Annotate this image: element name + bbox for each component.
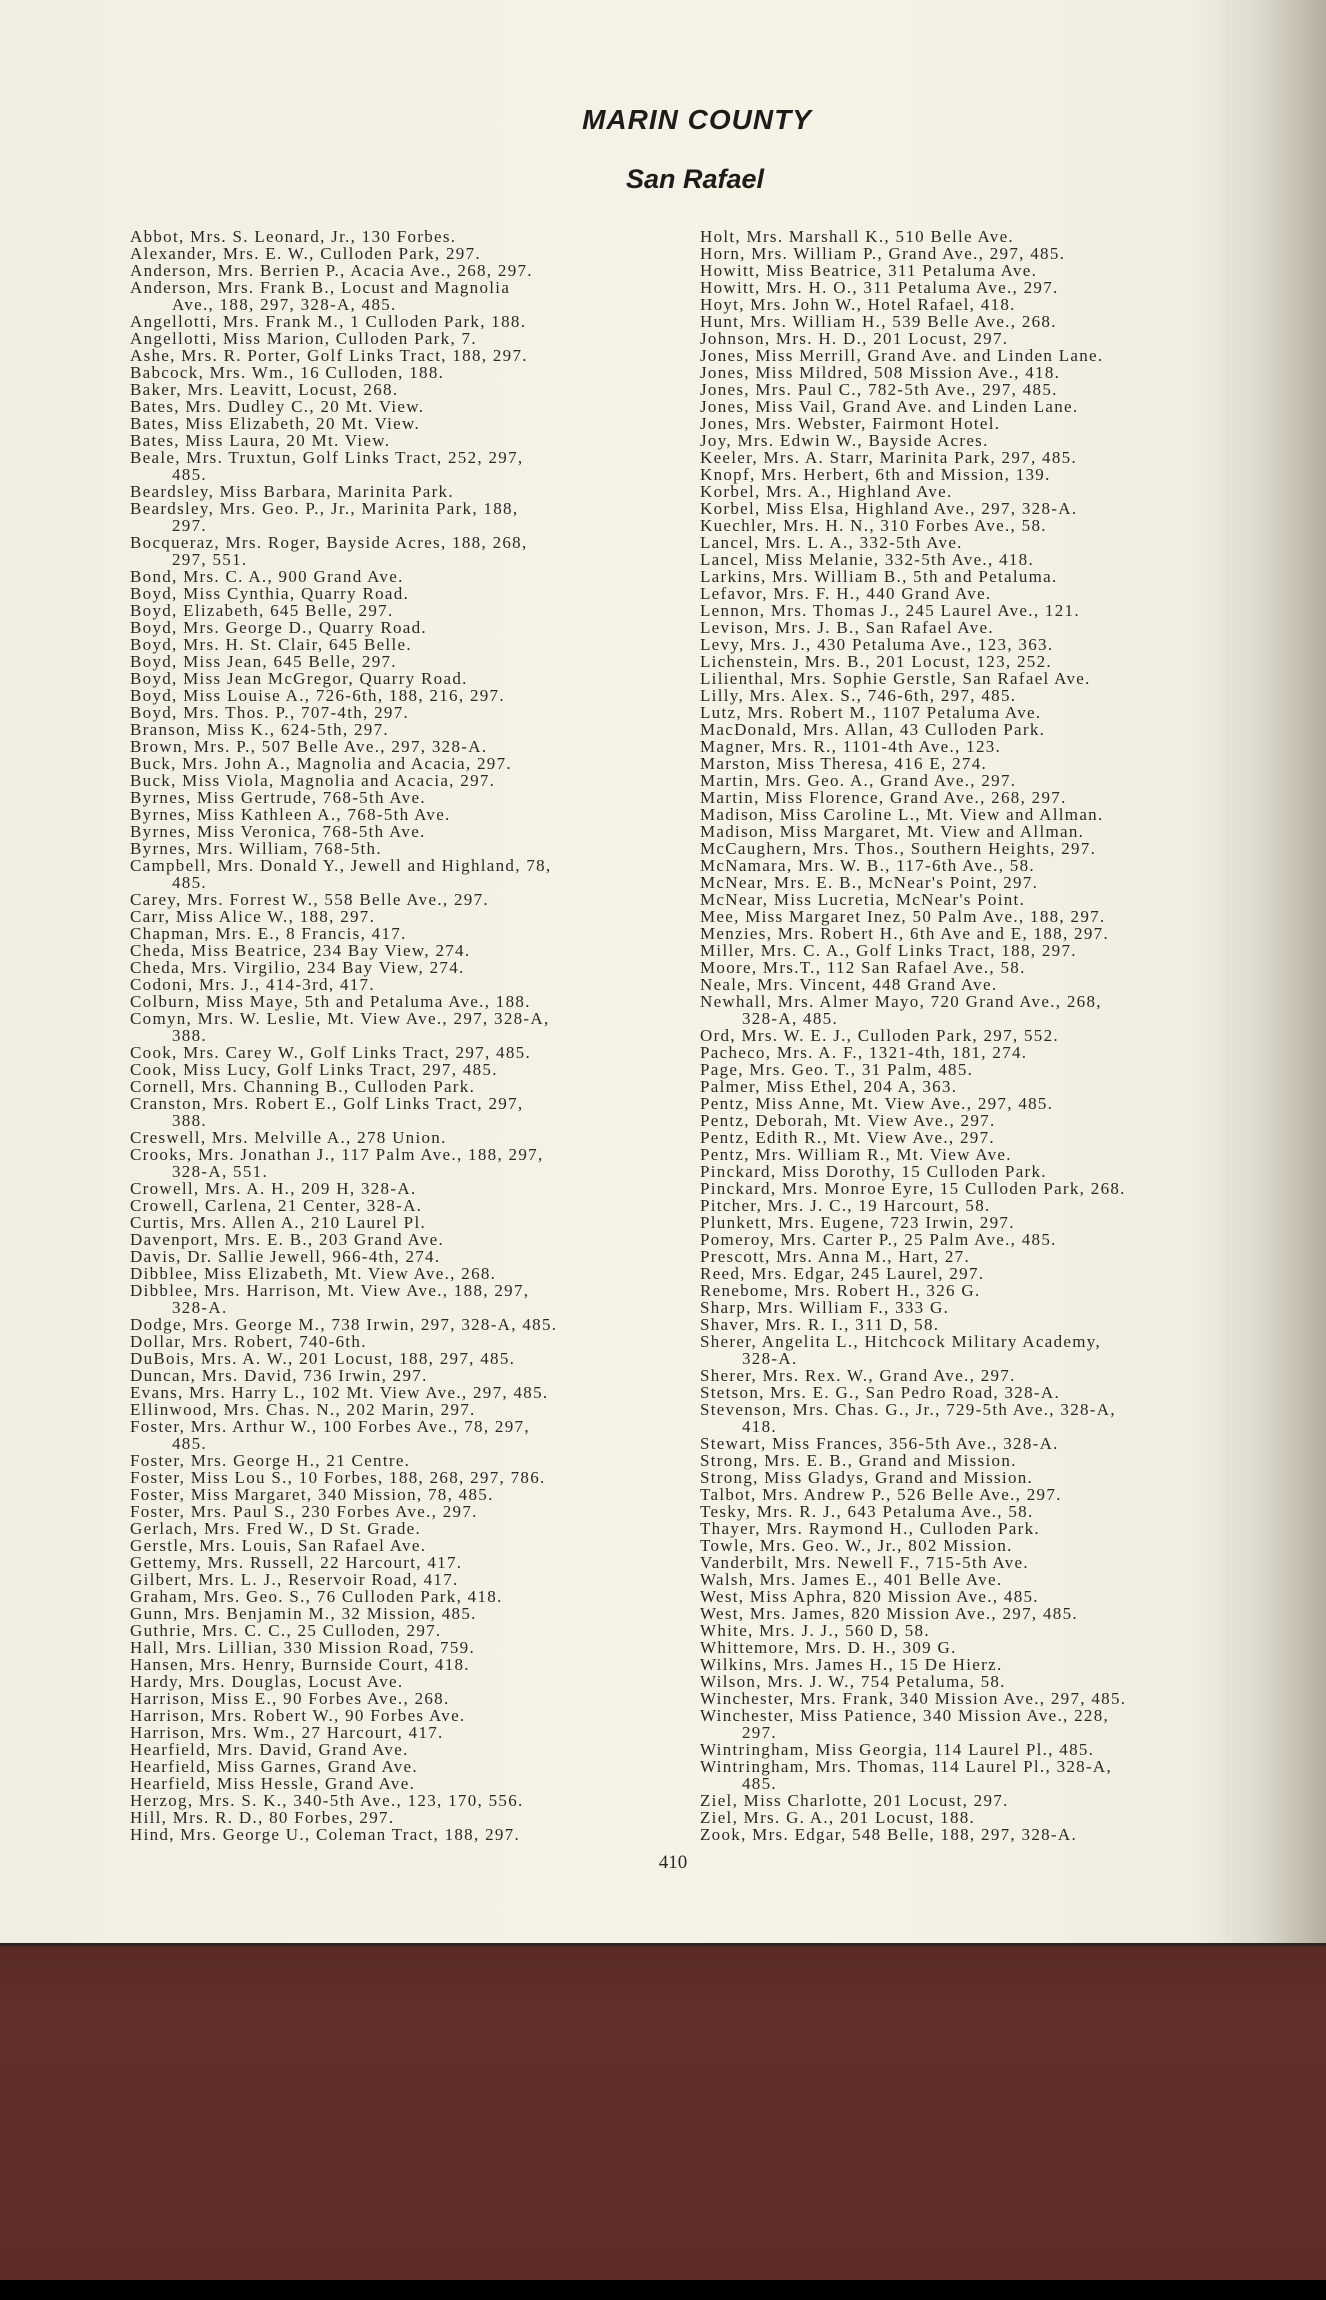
entry-first-line: Newhall, Mrs. Almer Mayo, 720 Grand Ave., 268, bbox=[700, 992, 1102, 1011]
directory-entry: Pacheco, Mrs. A. F., 1321-4th, 181, 274. bbox=[700, 1043, 1028, 1062]
directory-entry: Martin, Mrs. Geo. A., Grand Ave., 297. bbox=[700, 771, 1017, 790]
directory-entry: Crowell, Carlena, 21 Center, 328-A. bbox=[130, 1196, 423, 1215]
directory-entry: Howitt, Miss Beatrice, 311 Petaluma Ave. bbox=[700, 261, 1038, 280]
directory-entry: Anderson, Mrs. Berrien P., Acacia Ave., 268, 297. bbox=[130, 261, 533, 280]
directory-entry: Lutz, Mrs. Robert M., 1107 Petaluma Ave. bbox=[700, 703, 1042, 722]
directory-entry: Gettemy, Mrs. Russell, 22 Harcourt, 417. bbox=[130, 1553, 463, 1572]
entry-continuation-line: 297, 551. bbox=[172, 550, 248, 569]
directory-entry bbox=[700, 1401, 1126, 1435]
directory-entry: McNear, Miss Lucretia, McNear's Point. bbox=[700, 890, 1026, 909]
directory-entry: Stetson, Mrs. E. G., San Pedro Road, 328-A. bbox=[700, 1383, 1060, 1402]
directory-entry: Pinckard, Miss Dorothy, 15 Culloden Park. bbox=[700, 1162, 1047, 1181]
directory-entry: Pentz, Deborah, Mt. View Ave., 297. bbox=[700, 1111, 996, 1130]
entry-continuation-line: Ave., 188, 297, 328-A, 485. bbox=[172, 295, 397, 314]
directory-entry: Madison, Miss Margaret, Mt. View and Allman. bbox=[700, 822, 1085, 841]
directory-entry: Hardy, Mrs. Douglas, Locust Ave. bbox=[130, 1672, 404, 1691]
directory-entry: Mee, Miss Margaret Inez, 50 Palm Ave., 188, 297. bbox=[700, 907, 1106, 926]
directory-entry: Angellotti, Mrs. Frank M., 1 Culloden Park, 188. bbox=[130, 312, 527, 331]
directory-entry: Crowell, Mrs. A. H., 209 H, 328-A. bbox=[130, 1179, 417, 1198]
directory-entry: Vanderbilt, Mrs. Newell F., 715-5th Ave. bbox=[700, 1553, 1029, 1572]
entry-first-line: Campbell, Mrs. Donald Y., Jewell and Highland, 78, bbox=[130, 856, 552, 875]
directory-entry: Prescott, Mrs. Anna M., Hart, 27. bbox=[700, 1247, 971, 1266]
directory-entry: Holt, Mrs. Marshall K., 510 Belle Ave. bbox=[700, 227, 1014, 246]
directory-entry: Strong, Mrs. E. B., Grand and Mission. bbox=[700, 1451, 1017, 1470]
directory-entry bbox=[130, 1146, 557, 1180]
directory-entry: DuBois, Mrs. A. W., 201 Locust, 188, 297, 485. bbox=[130, 1349, 516, 1368]
directory-entry: Whittemore, Mrs. D. H., 309 G. bbox=[700, 1638, 957, 1657]
directory-entry: McNamara, Mrs. W. B., 117-6th Ave., 58. bbox=[700, 856, 1035, 875]
directory-entry: Stewart, Miss Frances, 356-5th Ave., 328-A. bbox=[700, 1434, 1059, 1453]
directory-entry: Gunn, Mrs. Benjamin M., 32 Mission, 485. bbox=[130, 1604, 477, 1623]
directory-entry: Lennon, Mrs. Thomas J., 245 Laurel Ave., 121. bbox=[700, 601, 1080, 620]
directory-entry: Korbel, Mrs. A., Highland Ave. bbox=[700, 482, 953, 501]
directory-entry: Cornell, Mrs. Channing B., Culloden Park. bbox=[130, 1077, 476, 1096]
directory-entry: Levison, Mrs. J. B., San Rafael Ave. bbox=[700, 618, 994, 637]
entry-first-line: Dibblee, Mrs. Harrison, Mt. View Ave., 188, 297, bbox=[130, 1281, 530, 1300]
directory-entry: Palmer, Miss Ethel, 204 A, 363. bbox=[700, 1077, 958, 1096]
directory-entry: Keeler, Mrs. A. Starr, Marinita Park, 297, 485. bbox=[700, 448, 1078, 467]
directory-entry: Page, Mrs. Geo. T., 31 Palm, 485. bbox=[700, 1060, 974, 1079]
directory-entry: Bates, Miss Laura, 20 Mt. View. bbox=[130, 431, 391, 450]
directory-entry: Larkins, Mrs. William B., 5th and Petaluma. bbox=[700, 567, 1058, 586]
entry-first-line: Bocqueraz, Mrs. Roger, Bayside Acres, 188, 268, bbox=[130, 533, 528, 552]
directory-entry bbox=[700, 1707, 1126, 1741]
page-title: MARIN COUNTY bbox=[582, 104, 812, 135]
entry-continuation-line: 485. bbox=[172, 465, 207, 484]
directory-entry: Knopf, Mrs. Herbert, 6th and Mission, 139. bbox=[700, 465, 1051, 484]
directory-entry: Boyd, Miss Jean McGregor, Quarry Road. bbox=[130, 669, 468, 688]
directory-entry: Lichenstein, Mrs. B., 201 Locust, 123, 252. bbox=[700, 652, 1052, 671]
directory-entry: Branson, Miss K., 624-5th, 297. bbox=[130, 720, 389, 739]
entry-first-line: Stevenson, Mrs. Chas. G., Jr., 729-5th Ave., 328-A, bbox=[700, 1400, 1116, 1419]
directory-entry: Cook, Mrs. Carey W., Golf Links Tract, 297, 485. bbox=[130, 1043, 531, 1062]
directory-entry: Winchester, Mrs. Frank, 340 Mission Ave., 297, 485. bbox=[700, 1689, 1127, 1708]
directory-entry: Miller, Mrs. C. A., Golf Links Tract, 188, 297. bbox=[700, 941, 1077, 960]
directory-entry: Hearfield, Miss Hessle, Grand Ave. bbox=[130, 1774, 416, 1793]
directory-entry bbox=[130, 449, 557, 483]
directory-entry: McCaughern, Mrs. Thos., Southern Heights, 297. bbox=[700, 839, 1097, 858]
directory-entry: Codoni, Mrs. J., 414-3rd, 417. bbox=[130, 975, 375, 994]
entry-first-line: Comyn, Mrs. W. Leslie, Mt. View Ave., 297, 328-A, bbox=[130, 1009, 550, 1028]
directory-entry: Byrnes, Miss Gertrude, 768-5th Ave. bbox=[130, 788, 426, 807]
directory-entry bbox=[130, 500, 557, 534]
directory-entry: Lilienthal, Mrs. Sophie Gerstle, San Rafael Ave. bbox=[700, 669, 1091, 688]
directory-entry: Strong, Miss Gladys, Grand and Mission. bbox=[700, 1468, 1034, 1487]
directory-entry: Harrison, Mrs. Wm., 27 Harcourt, 417. bbox=[130, 1723, 444, 1742]
directory-entry: Reed, Mrs. Edgar, 245 Laurel, 297. bbox=[700, 1264, 985, 1283]
directory-entry: Menzies, Mrs. Robert H., 6th Ave and E, 188, 297. bbox=[700, 924, 1110, 943]
directory-entry: Cook, Miss Lucy, Golf Links Tract, 297, 485. bbox=[130, 1060, 498, 1079]
directory-entry: Foster, Mrs. George H., 21 Centre. bbox=[130, 1451, 411, 1470]
directory-entry: McNear, Mrs. E. B., McNear's Point, 297. bbox=[700, 873, 1039, 892]
directory-entry: Pitcher, Mrs. J. C., 19 Harcourt, 58. bbox=[700, 1196, 991, 1215]
directory-entry: Brown, Mrs. P., 507 Belle Ave., 297, 328-A. bbox=[130, 737, 488, 756]
entry-continuation-line: 418. bbox=[742, 1417, 777, 1436]
entry-first-line: Beale, Mrs. Truxtun, Golf Links Tract, 252, 297, bbox=[130, 448, 524, 467]
entry-continuation-line: 388. bbox=[172, 1026, 207, 1045]
directory-entry bbox=[700, 993, 1126, 1027]
directory-entry bbox=[130, 1095, 557, 1129]
directory-entry: Cheda, Mrs. Virgilio, 234 Bay View, 274. bbox=[130, 958, 465, 977]
directory-entry bbox=[130, 279, 557, 313]
directory-entry: Neale, Mrs. Vincent, 448 Grand Ave. bbox=[700, 975, 998, 994]
directory-entry: Foster, Mrs. Paul S., 230 Forbes Ave., 297. bbox=[130, 1502, 478, 1521]
directory-entry: Dibblee, Miss Elizabeth, Mt. View Ave., 268. bbox=[130, 1264, 497, 1283]
directory-entry: Graham, Mrs. Geo. S., 76 Culloden Park, 418. bbox=[130, 1587, 503, 1606]
directory-entry bbox=[130, 534, 557, 568]
directory-entry: Buck, Mrs. John A., Magnolia and Acacia, 297. bbox=[130, 754, 512, 773]
directory-entry: MacDonald, Mrs. Allan, 43 Culloden Park. bbox=[700, 720, 1046, 739]
directory-entry: Jones, Mrs. Webster, Fairmont Hotel. bbox=[700, 414, 1001, 433]
directory-entry: Madison, Miss Caroline L., Mt. View and Allman. bbox=[700, 805, 1104, 824]
directory-entry: Chapman, Mrs. E., 8 Francis, 417. bbox=[130, 924, 407, 943]
directory-entry: Hoyt, Mrs. John W., Hotel Rafael, 418. bbox=[700, 295, 1016, 314]
directory-entry: Johnson, Mrs. H. D., 201 Locust, 297. bbox=[700, 329, 1009, 348]
directory-entry: Magner, Mrs. R., 1101-4th Ave., 123. bbox=[700, 737, 1002, 756]
directory-entry bbox=[700, 1758, 1126, 1792]
directory-entry: Davenport, Mrs. E. B., 203 Grand Ave. bbox=[130, 1230, 445, 1249]
directory-entry: Ord, Mrs. W. E. J., Culloden Park, 297, 552. bbox=[700, 1026, 1059, 1045]
directory-entry: Harrison, Mrs. Robert W., 90 Forbes Ave. bbox=[130, 1706, 466, 1725]
page-number: 410 bbox=[658, 1852, 688, 1873]
directory-entry: Renebome, Mrs. Robert H., 326 G. bbox=[700, 1281, 981, 1300]
directory-entry: Boyd, Miss Jean, 645 Belle, 297. bbox=[130, 652, 397, 671]
directory-entry: Lefavor, Mrs. F. H., 440 Grand Ave. bbox=[700, 584, 992, 603]
directory-entry: Bates, Miss Elizabeth, 20 Mt. View. bbox=[130, 414, 421, 433]
directory-entry: Boyd, Elizabeth, 645 Belle, 297. bbox=[130, 601, 394, 620]
directory-entry: Lancel, Miss Melanie, 332-5th Ave., 418. bbox=[700, 550, 1035, 569]
directory-entry: Dollar, Mrs. Robert, 740-6th. bbox=[130, 1332, 367, 1351]
directory-entry: Lilly, Mrs. Alex. S., 746-6th, 297, 485. bbox=[700, 686, 1017, 705]
entry-continuation-line: 388. bbox=[172, 1111, 207, 1130]
directory-entry: Pomeroy, Mrs. Carter P., 25 Palm Ave., 485. bbox=[700, 1230, 1057, 1249]
entry-first-line: Wintringham, Mrs. Thomas, 114 Laurel Pl., 328-A, bbox=[700, 1757, 1113, 1776]
directory-entry: Cheda, Miss Beatrice, 234 Bay View, 274. bbox=[130, 941, 471, 960]
directory-entry: Wintringham, Miss Georgia, 114 Laurel Pl., 485. bbox=[700, 1740, 1095, 1759]
directory-entry bbox=[700, 1333, 1126, 1367]
directory-entry: Wilkins, Mrs. James H., 15 De Hierz. bbox=[700, 1655, 1003, 1674]
directory-entry: Jones, Miss Mildred, 508 Mission Ave., 418. bbox=[700, 363, 1061, 382]
directory-entry: Hearfield, Mrs. David, Grand Ave. bbox=[130, 1740, 409, 1759]
directory-entry: Bates, Mrs. Dudley C., 20 Mt. View. bbox=[130, 397, 425, 416]
directory-entry: Tesky, Mrs. R. J., 643 Petaluma Ave., 58. bbox=[700, 1502, 1034, 1521]
directory-entry: Foster, Miss Margaret, 340 Mission, 78, 485. bbox=[130, 1485, 494, 1504]
directory-entry: Hearfield, Miss Garnes, Grand Ave. bbox=[130, 1757, 418, 1776]
directory-entry: Carey, Mrs. Forrest W., 558 Belle Ave., 297. bbox=[130, 890, 489, 909]
entry-continuation-line: 328-A. bbox=[172, 1298, 228, 1317]
directory-entry: Kuechler, Mrs. H. N., 310 Forbes Ave., 58. bbox=[700, 516, 1047, 535]
entry-first-line: Anderson, Mrs. Frank B., Locust and Magnolia bbox=[130, 278, 511, 297]
directory-entry: Boyd, Miss Louise A., 726-6th, 188, 216, 297. bbox=[130, 686, 505, 705]
directory-entry: Byrnes, Miss Kathleen A., 768-5th Ave. bbox=[130, 805, 451, 824]
directory-entry: Horn, Mrs. William P., Grand Ave., 297, 485. bbox=[700, 244, 1066, 263]
directory-entry: Pentz, Edith R., Mt. View Ave., 297. bbox=[700, 1128, 995, 1147]
directory-entry: Gerlach, Mrs. Fred W., D St. Grade. bbox=[130, 1519, 422, 1538]
directory-entry: Sherer, Mrs. Rex. W., Grand Ave., 297. bbox=[700, 1366, 1016, 1385]
directory-entry: Byrnes, Miss Veronica, 768-5th Ave. bbox=[130, 822, 426, 841]
directory-entry: Boyd, Mrs. H. St. Clair, 645 Belle. bbox=[130, 635, 412, 654]
directory-entry: Wilson, Mrs. J. W., 754 Petaluma, 58. bbox=[700, 1672, 1006, 1691]
directory-entry: Carr, Miss Alice W., 188, 297. bbox=[130, 907, 376, 926]
directory-entry: Boyd, Miss Cynthia, Quarry Road. bbox=[130, 584, 410, 603]
directory-entry: Evans, Mrs. Harry L., 102 Mt. View Ave., 297, 485. bbox=[130, 1383, 549, 1402]
directory-entry: Talbot, Mrs. Andrew P., 526 Belle Ave., 297. bbox=[700, 1485, 1062, 1504]
directory-entry: Ellinwood, Mrs. Chas. N., 202 Marin, 297. bbox=[130, 1400, 476, 1419]
entry-continuation-line: 297. bbox=[172, 516, 207, 535]
entry-continuation-line: 485. bbox=[172, 1434, 207, 1453]
right-column bbox=[700, 228, 1126, 1843]
directory-entry: Curtis, Mrs. Allen A., 210 Laurel Pl. bbox=[130, 1213, 427, 1232]
entry-first-line: Winchester, Miss Patience, 340 Mission Ave., 228, bbox=[700, 1706, 1110, 1725]
directory-entry: Ashe, Mrs. R. Porter, Golf Links Tract, 188, 297. bbox=[130, 346, 528, 365]
directory-entry: Hall, Mrs. Lillian, 330 Mission Road, 759. bbox=[130, 1638, 476, 1657]
entry-first-line: Sherer, Angelita L., Hitchcock Military Academy, bbox=[700, 1332, 1101, 1351]
directory-entry: Gilbert, Mrs. L. J., Reservoir Road, 417. bbox=[130, 1570, 459, 1589]
directory-entry bbox=[130, 1418, 557, 1452]
directory-entry: Buck, Miss Viola, Magnolia and Acacia, 297. bbox=[130, 771, 496, 790]
directory-entry: Lancel, Mrs. L. A., 332-5th Ave. bbox=[700, 533, 963, 552]
directory-entry: Hill, Mrs. R. D., 80 Forbes, 297. bbox=[130, 1808, 395, 1827]
directory-entry: Byrnes, Mrs. William, 768-5th. bbox=[130, 839, 382, 858]
directory-entry: Colburn, Miss Maye, 5th and Petaluma Ave., 188. bbox=[130, 992, 531, 1011]
directory-entry bbox=[130, 1282, 557, 1316]
directory-entry: Hind, Mrs. George U., Coleman Tract, 188, 297. bbox=[130, 1825, 521, 1844]
directory-entry: Sharp, Mrs. William F., 333 G. bbox=[700, 1298, 950, 1317]
entry-continuation-line: 485. bbox=[172, 873, 207, 892]
entry-continuation-line: 485. bbox=[742, 1774, 777, 1793]
entry-first-line: Crooks, Mrs. Jonathan J., 117 Palm Ave., 188, 297, bbox=[130, 1145, 544, 1164]
entry-first-line: Foster, Mrs. Arthur W., 100 Forbes Ave., 78, 297, bbox=[130, 1417, 530, 1436]
directory-entry bbox=[130, 1010, 557, 1044]
entry-first-line: Cranston, Mrs. Robert E., Golf Links Tract, 297, bbox=[130, 1094, 524, 1113]
directory-entry: Baker, Mrs. Leavitt, Locust, 268. bbox=[130, 380, 399, 399]
directory-entry: Creswell, Mrs. Melville A., 278 Union. bbox=[130, 1128, 447, 1147]
directory-entry: Joy, Mrs. Edwin W., Bayside Acres. bbox=[700, 431, 989, 450]
directory-entry: Walsh, Mrs. James E., 401 Belle Ave. bbox=[700, 1570, 1003, 1589]
directory-entry: Gerstle, Mrs. Louis, San Rafael Ave. bbox=[130, 1536, 427, 1555]
directory-entry: Harrison, Miss E., 90 Forbes Ave., 268. bbox=[130, 1689, 450, 1708]
directory-entry: Dodge, Mrs. George M., 738 Irwin, 297, 328-A, 485. bbox=[130, 1315, 558, 1334]
entry-continuation-line: 328-A. bbox=[742, 1349, 798, 1368]
directory-entry: Alexander, Mrs. E. W., Culloden Park, 297. bbox=[130, 244, 481, 263]
section-title: San Rafael bbox=[625, 164, 765, 194]
directory-entry: Pinckard, Mrs. Monroe Eyre, 15 Culloden Park, 268. bbox=[700, 1179, 1126, 1198]
directory-entry bbox=[130, 857, 557, 891]
left-column bbox=[130, 228, 557, 1843]
directory-entry: Jones, Miss Merrill, Grand Ave. and Linden Lane. bbox=[700, 346, 1104, 365]
directory-entry: Martin, Miss Florence, Grand Ave., 268, 297. bbox=[700, 788, 1067, 807]
entry-continuation-line: 328-A, 551. bbox=[172, 1162, 268, 1181]
directory-entry: Hunt, Mrs. William H., 539 Belle Ave., 268. bbox=[700, 312, 1057, 331]
directory-entry: Beardsley, Miss Barbara, Marinita Park. bbox=[130, 482, 454, 501]
directory-entry: Shaver, Mrs. R. I., 311 D, 58. bbox=[700, 1315, 940, 1334]
directory-entry: Jones, Mrs. Paul C., 782-5th Ave., 297, 485. bbox=[700, 380, 1058, 399]
directory-entry: Ziel, Miss Charlotte, 201 Locust, 297. bbox=[700, 1791, 1009, 1810]
directory-entry: Foster, Miss Lou S., 10 Forbes, 188, 268, 297, 786. bbox=[130, 1468, 546, 1487]
directory-entry: Abbot, Mrs. S. Leonard, Jr., 130 Forbes. bbox=[130, 227, 457, 246]
directory-entry: Levy, Mrs. J., 430 Petaluma Ave., 123, 363. bbox=[700, 635, 1054, 654]
directory-entry: Korbel, Miss Elsa, Highland Ave., 297, 328-A. bbox=[700, 499, 1078, 518]
entry-continuation-line: 328-A, 485. bbox=[742, 1009, 838, 1028]
directory-entry: White, Mrs. J. J., 560 D, 58. bbox=[700, 1621, 930, 1640]
directory-entry: Howitt, Mrs. H. O., 311 Petaluma Ave., 297. bbox=[700, 278, 1059, 297]
entry-first-line: Beardsley, Mrs. Geo. P., Jr., Marinita Park, 188, bbox=[130, 499, 519, 518]
directory-entry: Hansen, Mrs. Henry, Burnside Court, 418. bbox=[130, 1655, 470, 1674]
directory-entry: Angellotti, Miss Marion, Culloden Park, 7. bbox=[130, 329, 477, 348]
directory-entry: Towle, Mrs. Geo. W., Jr., 802 Mission. bbox=[700, 1536, 1013, 1555]
book-cover-background bbox=[0, 1946, 1326, 2280]
directory-entry: Duncan, Mrs. David, 736 Irwin, 297. bbox=[130, 1366, 428, 1385]
directory-entry: Davis, Dr. Sallie Jewell, 966-4th, 274. bbox=[130, 1247, 441, 1266]
directory-entry: Bond, Mrs. C. A., 900 Grand Ave. bbox=[130, 567, 404, 586]
directory-entry: Herzog, Mrs. S. K., 340-5th Ave., 123, 170, 556. bbox=[130, 1791, 524, 1810]
entry-continuation-line: 297. bbox=[742, 1723, 777, 1742]
directory-entry: Zook, Mrs. Edgar, 548 Belle, 188, 297, 328-A. bbox=[700, 1825, 1078, 1844]
directory-entry: Moore, Mrs.T., 112 San Rafael Ave., 58. bbox=[700, 958, 1026, 977]
directory-entry: Boyd, Mrs. Thos. P., 707-4th, 297. bbox=[130, 703, 410, 722]
directory-entry: Plunkett, Mrs. Eugene, 723 Irwin, 297. bbox=[700, 1213, 1015, 1232]
directory-entry: Jones, Miss Vail, Grand Ave. and Linden Lane. bbox=[700, 397, 1079, 416]
directory-entry: Pentz, Mrs. William R., Mt. View Ave. bbox=[700, 1145, 1012, 1164]
directory-entry: Boyd, Mrs. George D., Quarry Road. bbox=[130, 618, 427, 637]
directory-entry: Thayer, Mrs. Raymond H., Culloden Park. bbox=[700, 1519, 1040, 1538]
directory-entry: Pentz, Miss Anne, Mt. View Ave., 297, 485. bbox=[700, 1094, 1054, 1113]
directory-entry: West, Mrs. James, 820 Mission Ave., 297, 485. bbox=[700, 1604, 1078, 1623]
directory-entry: Marston, Miss Theresa, 416 E, 274. bbox=[700, 754, 988, 773]
directory-entry: Ziel, Mrs. G. A., 201 Locust, 188. bbox=[700, 1808, 976, 1827]
directory-entry: West, Miss Aphra, 820 Mission Ave., 485. bbox=[700, 1587, 1039, 1606]
directory-entry: Babcock, Mrs. Wm., 16 Culloden, 188. bbox=[130, 363, 445, 382]
directory-entry: Guthrie, Mrs. C. C., 25 Culloden, 297. bbox=[130, 1621, 442, 1640]
